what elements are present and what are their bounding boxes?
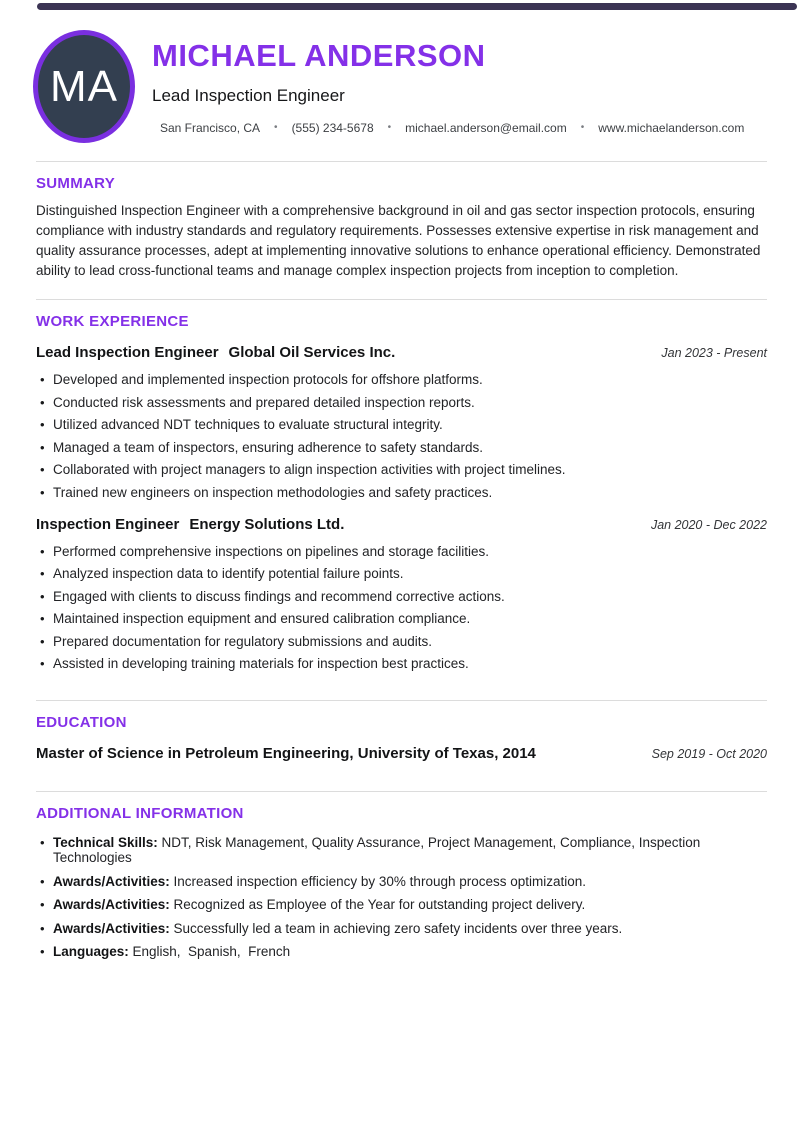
list-item xyxy=(36,897,767,912)
list-item: • Maintained inspection equipment and ensured calibration compliance. xyxy=(36,611,767,626)
section-education xyxy=(36,700,767,762)
section-additional-information xyxy=(36,791,767,959)
work-experience-heading: WORK EXPERIENCE xyxy=(36,313,189,330)
list-item: • Collaborated with project managers to align inspection activities with project timelines. xyxy=(36,462,767,477)
contact-email: michael.anderson@email.com xyxy=(405,120,567,135)
list-item: • Conducted risk assessments and prepared detailed inspection reports. xyxy=(36,395,767,410)
info-label: Languages: xyxy=(53,944,129,959)
header-text xyxy=(152,30,744,135)
info-label: Awards/Activities: xyxy=(53,897,170,912)
job-entry-titles xyxy=(36,516,344,533)
summary-heading: SUMMARY xyxy=(36,175,116,192)
education-dates: Sep 2019 - Oct 2020 xyxy=(651,747,767,761)
info-text: NDT, Risk Management, Quality Assurance, Project Management, Compliance, Inspection Technologies xyxy=(53,835,704,865)
info-label: Awards/Activities: xyxy=(53,873,170,889)
info-label: Awards/Activities: xyxy=(53,920,170,936)
list-item xyxy=(36,944,767,959)
job-entry-title: Inspection Engineer xyxy=(36,515,180,533)
list-item: • Engaged with clients to discuss findings and recommend corrective actions. xyxy=(36,589,767,604)
list-item: • Trained new engineers on inspection methodologies and safety practices. xyxy=(36,485,767,500)
section-summary xyxy=(36,161,767,281)
job-title: Lead Inspection Engineer xyxy=(152,85,345,105)
dot-separator-icon: • xyxy=(274,122,278,134)
section-divider xyxy=(36,299,767,300)
job-bullet-list xyxy=(36,544,767,672)
list-item: • Developed and implemented inspection protocols for offshore platforms. xyxy=(36,372,767,387)
list-item: • Managed a team of inspectors, ensuring adherence to safety standards. xyxy=(36,440,767,455)
job-entry xyxy=(36,516,767,672)
education-heading: EDUCATION xyxy=(36,714,127,731)
info-text: Increased inspection efficiency by 30% through process optimization. xyxy=(169,873,587,889)
section-work-experience xyxy=(36,299,767,671)
list-item xyxy=(36,835,767,865)
avatar xyxy=(33,30,135,143)
list-item: • Performed comprehensive inspections on pipelines and storage facilities. xyxy=(36,544,767,559)
avatar-initials: MA xyxy=(50,61,118,111)
dot-separator-icon: • xyxy=(580,122,585,134)
contact-location: San Francisco, CA xyxy=(160,120,261,135)
list-item: • Utilized advanced NDT techniques to evaluate structural integrity. xyxy=(36,417,767,432)
education-entry xyxy=(36,745,767,762)
list-item: • Assisted in developing training materials for inspection best practices. xyxy=(36,656,767,671)
section-divider xyxy=(36,791,767,792)
job-entry-company: Global Oil Services Inc. xyxy=(228,344,396,361)
list-item xyxy=(36,921,767,936)
list-item xyxy=(36,874,767,889)
section-divider xyxy=(36,700,767,701)
job-entry-dates: Jan 2023 - Present xyxy=(661,346,767,360)
job-entry-header xyxy=(36,344,767,361)
list-item: • Analyzed inspection data to identify potential failure points. xyxy=(36,566,767,581)
resume-header xyxy=(36,30,767,143)
job-entry-dates: Jan 2020 - Dec 2022 xyxy=(650,517,767,532)
job-bullet-list xyxy=(36,372,767,500)
dot-separator-icon: • xyxy=(387,122,392,134)
job-entry-company: Energy Solutions Ltd. xyxy=(189,515,345,533)
job-entry-title: Lead Inspection Engineer xyxy=(36,344,219,361)
list-item: • Prepared documentation for regulatory submissions and audits. xyxy=(36,634,767,649)
section-divider xyxy=(36,161,767,162)
info-text: Successfully led a team in achieving zero safety incidents over three years. xyxy=(169,920,623,936)
additional-info-list xyxy=(36,835,767,959)
info-text: Recognized as Employee of the Year for outstanding project delivery. xyxy=(169,897,586,912)
info-text: English, Spanish, French xyxy=(128,944,291,959)
summary-text: Distinguished Inspection Engineer with a comprehensive background in oil and gas sector inspection protocols, ensuring compliance with industry standards and regulatory requirements. Possesses extensive expertise in risk management and quality assurance processes, adept at implementing innovative solutions to enhance operational efficiency. Demonstrated ability to lead cross-functional teams and manage complex inspection projects from inception to completion. xyxy=(36,203,761,278)
additional-information-heading: ADDITIONAL INFORMATION xyxy=(36,805,244,822)
contact-row xyxy=(160,121,744,135)
job-entry xyxy=(36,344,767,500)
education-degree: Master of Science in Petroleum Engineering, University of Texas, 2014 xyxy=(36,745,536,762)
page-title: MICHAEL ANDERSON xyxy=(152,38,486,73)
top-accent-bar xyxy=(37,3,797,10)
info-label: Technical Skills: xyxy=(53,835,158,850)
contact-website: www.michaelanderson.com xyxy=(598,120,745,135)
job-entry-titles xyxy=(36,344,395,361)
job-entry-header xyxy=(36,516,767,533)
contact-phone: (555) 234-5678 xyxy=(291,120,374,135)
